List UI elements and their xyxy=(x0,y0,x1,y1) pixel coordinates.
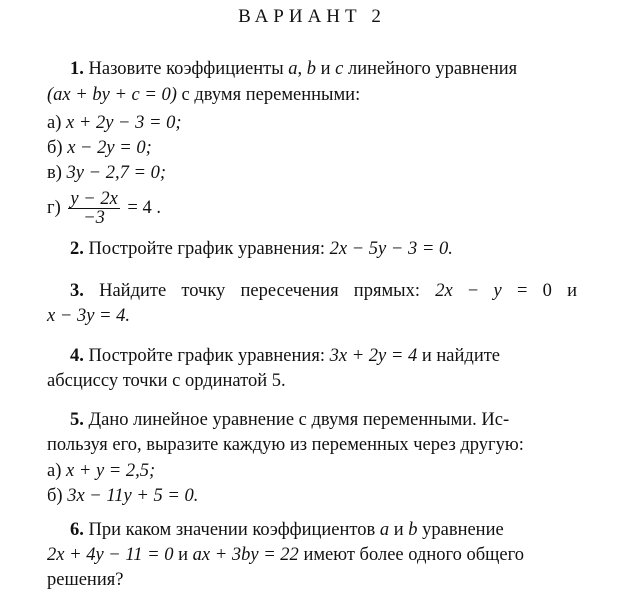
item-equation: 3y − 2,7 = 0; xyxy=(66,163,166,183)
coef-a: a xyxy=(288,59,298,79)
task-2-equation: 2x − 5y − 3 = 0. xyxy=(329,239,453,259)
task-4-line-2 xyxy=(47,370,286,392)
item-label: а) xyxy=(47,461,66,481)
and: и xyxy=(316,59,336,79)
task-6-equation-2: ax + 3by = 22 xyxy=(192,545,299,565)
task-5-line-2 xyxy=(47,434,524,456)
task-6-line-3 xyxy=(47,569,123,591)
coef-a: a xyxy=(379,520,390,540)
sep: , xyxy=(297,59,307,79)
fraction xyxy=(68,190,119,227)
word: y xyxy=(493,281,502,301)
coef-b: b xyxy=(306,59,317,79)
task-1-line-2 xyxy=(47,84,360,106)
item-equation: x + 2y − 3 = 0; xyxy=(66,113,182,133)
coef-b: b xyxy=(408,520,418,540)
task-5-text-line-2: пользуя его, выразите каждую из переменных через другую: xyxy=(47,435,524,455)
task-1-line-1 xyxy=(70,58,517,80)
task-6-text-a: При каком значении коэффициентов xyxy=(88,520,380,540)
item-equation: x − 2y = 0; xyxy=(67,138,152,158)
task-2-text: Постройте график уравнения: xyxy=(88,239,330,259)
task-4-text-a: Постройте график уравнения: xyxy=(88,346,330,366)
task-1-item-c xyxy=(47,162,166,184)
task-3-number: 3. xyxy=(70,281,84,301)
task-6-line-1 xyxy=(70,519,504,541)
task-4-equation: 3x + 2y = 4 xyxy=(329,346,418,366)
word: − xyxy=(467,281,479,301)
task-6-text-line-3: решения? xyxy=(47,570,124,590)
task-3-line-2 xyxy=(47,305,130,327)
task-3-line-1 xyxy=(70,280,577,302)
word: Найдите xyxy=(99,281,167,301)
task-1-general-equation: (ax + by + c = 0) xyxy=(47,85,177,105)
fraction-denominator: −3 xyxy=(83,208,105,229)
task-1-text-b: линейного уравнения xyxy=(343,59,518,79)
task-1-item-b xyxy=(47,137,152,159)
task-5-number: 5. xyxy=(70,410,84,430)
item-label: а) xyxy=(47,113,66,133)
task-6-equation-1: 2x + 4y − 11 = 0 xyxy=(47,545,174,565)
task-2 xyxy=(70,238,453,260)
fraction-numerator: y − 2x xyxy=(70,189,118,210)
task-6-mid: и xyxy=(173,545,193,565)
task-3-equation: x − 3y = 4. xyxy=(47,306,131,326)
item-label: б) xyxy=(47,486,68,506)
task-6-text-c: имеют более одного общего xyxy=(298,545,525,565)
task-2-number: 2. xyxy=(70,239,84,259)
task-1-text-c: с двумя переменными: xyxy=(176,85,361,105)
task-4-number: 4. xyxy=(70,346,84,366)
task-5-item-b xyxy=(47,485,198,507)
task-6-number: 6. xyxy=(70,520,84,540)
task-5-line-1 xyxy=(70,409,509,431)
item-label: г) xyxy=(47,198,66,218)
word: 2x xyxy=(435,281,453,301)
task-6-text-b: уравнение xyxy=(417,520,504,540)
task-5-item-a xyxy=(47,460,155,482)
task-5-text-line-1: Дано линейное уравнение с двумя переменными. Ис- xyxy=(88,410,510,430)
word: прямых: xyxy=(353,281,420,301)
task-4-text-line-2: абсциссу точки с ординатой 5. xyxy=(47,371,286,391)
task-1-item-a xyxy=(47,112,182,134)
item-equation-rest: = 4 . xyxy=(122,198,161,218)
word: точку xyxy=(181,281,226,301)
word: и xyxy=(567,281,578,301)
item-label: в) xyxy=(47,163,67,183)
task-6-line-2 xyxy=(47,544,524,566)
word: = xyxy=(516,281,528,301)
task-1-item-d xyxy=(47,186,161,230)
task-1-text-a: Назовите коэффициенты xyxy=(88,59,289,79)
item-equation: 3x − 11y + 5 = 0. xyxy=(67,486,199,506)
page-title: ВАРИАНТ 2 xyxy=(238,6,386,27)
item-label: б) xyxy=(47,138,68,158)
item-equation: x + y = 2,5; xyxy=(66,461,156,481)
word: 0 xyxy=(542,281,552,301)
task-1-number: 1. xyxy=(70,59,84,79)
word: пересечения xyxy=(240,281,339,301)
task-4-line-1 xyxy=(70,345,500,367)
task-4-text-b: и найдите xyxy=(417,346,501,366)
and: и xyxy=(389,520,409,540)
coef-c: c xyxy=(335,59,344,79)
